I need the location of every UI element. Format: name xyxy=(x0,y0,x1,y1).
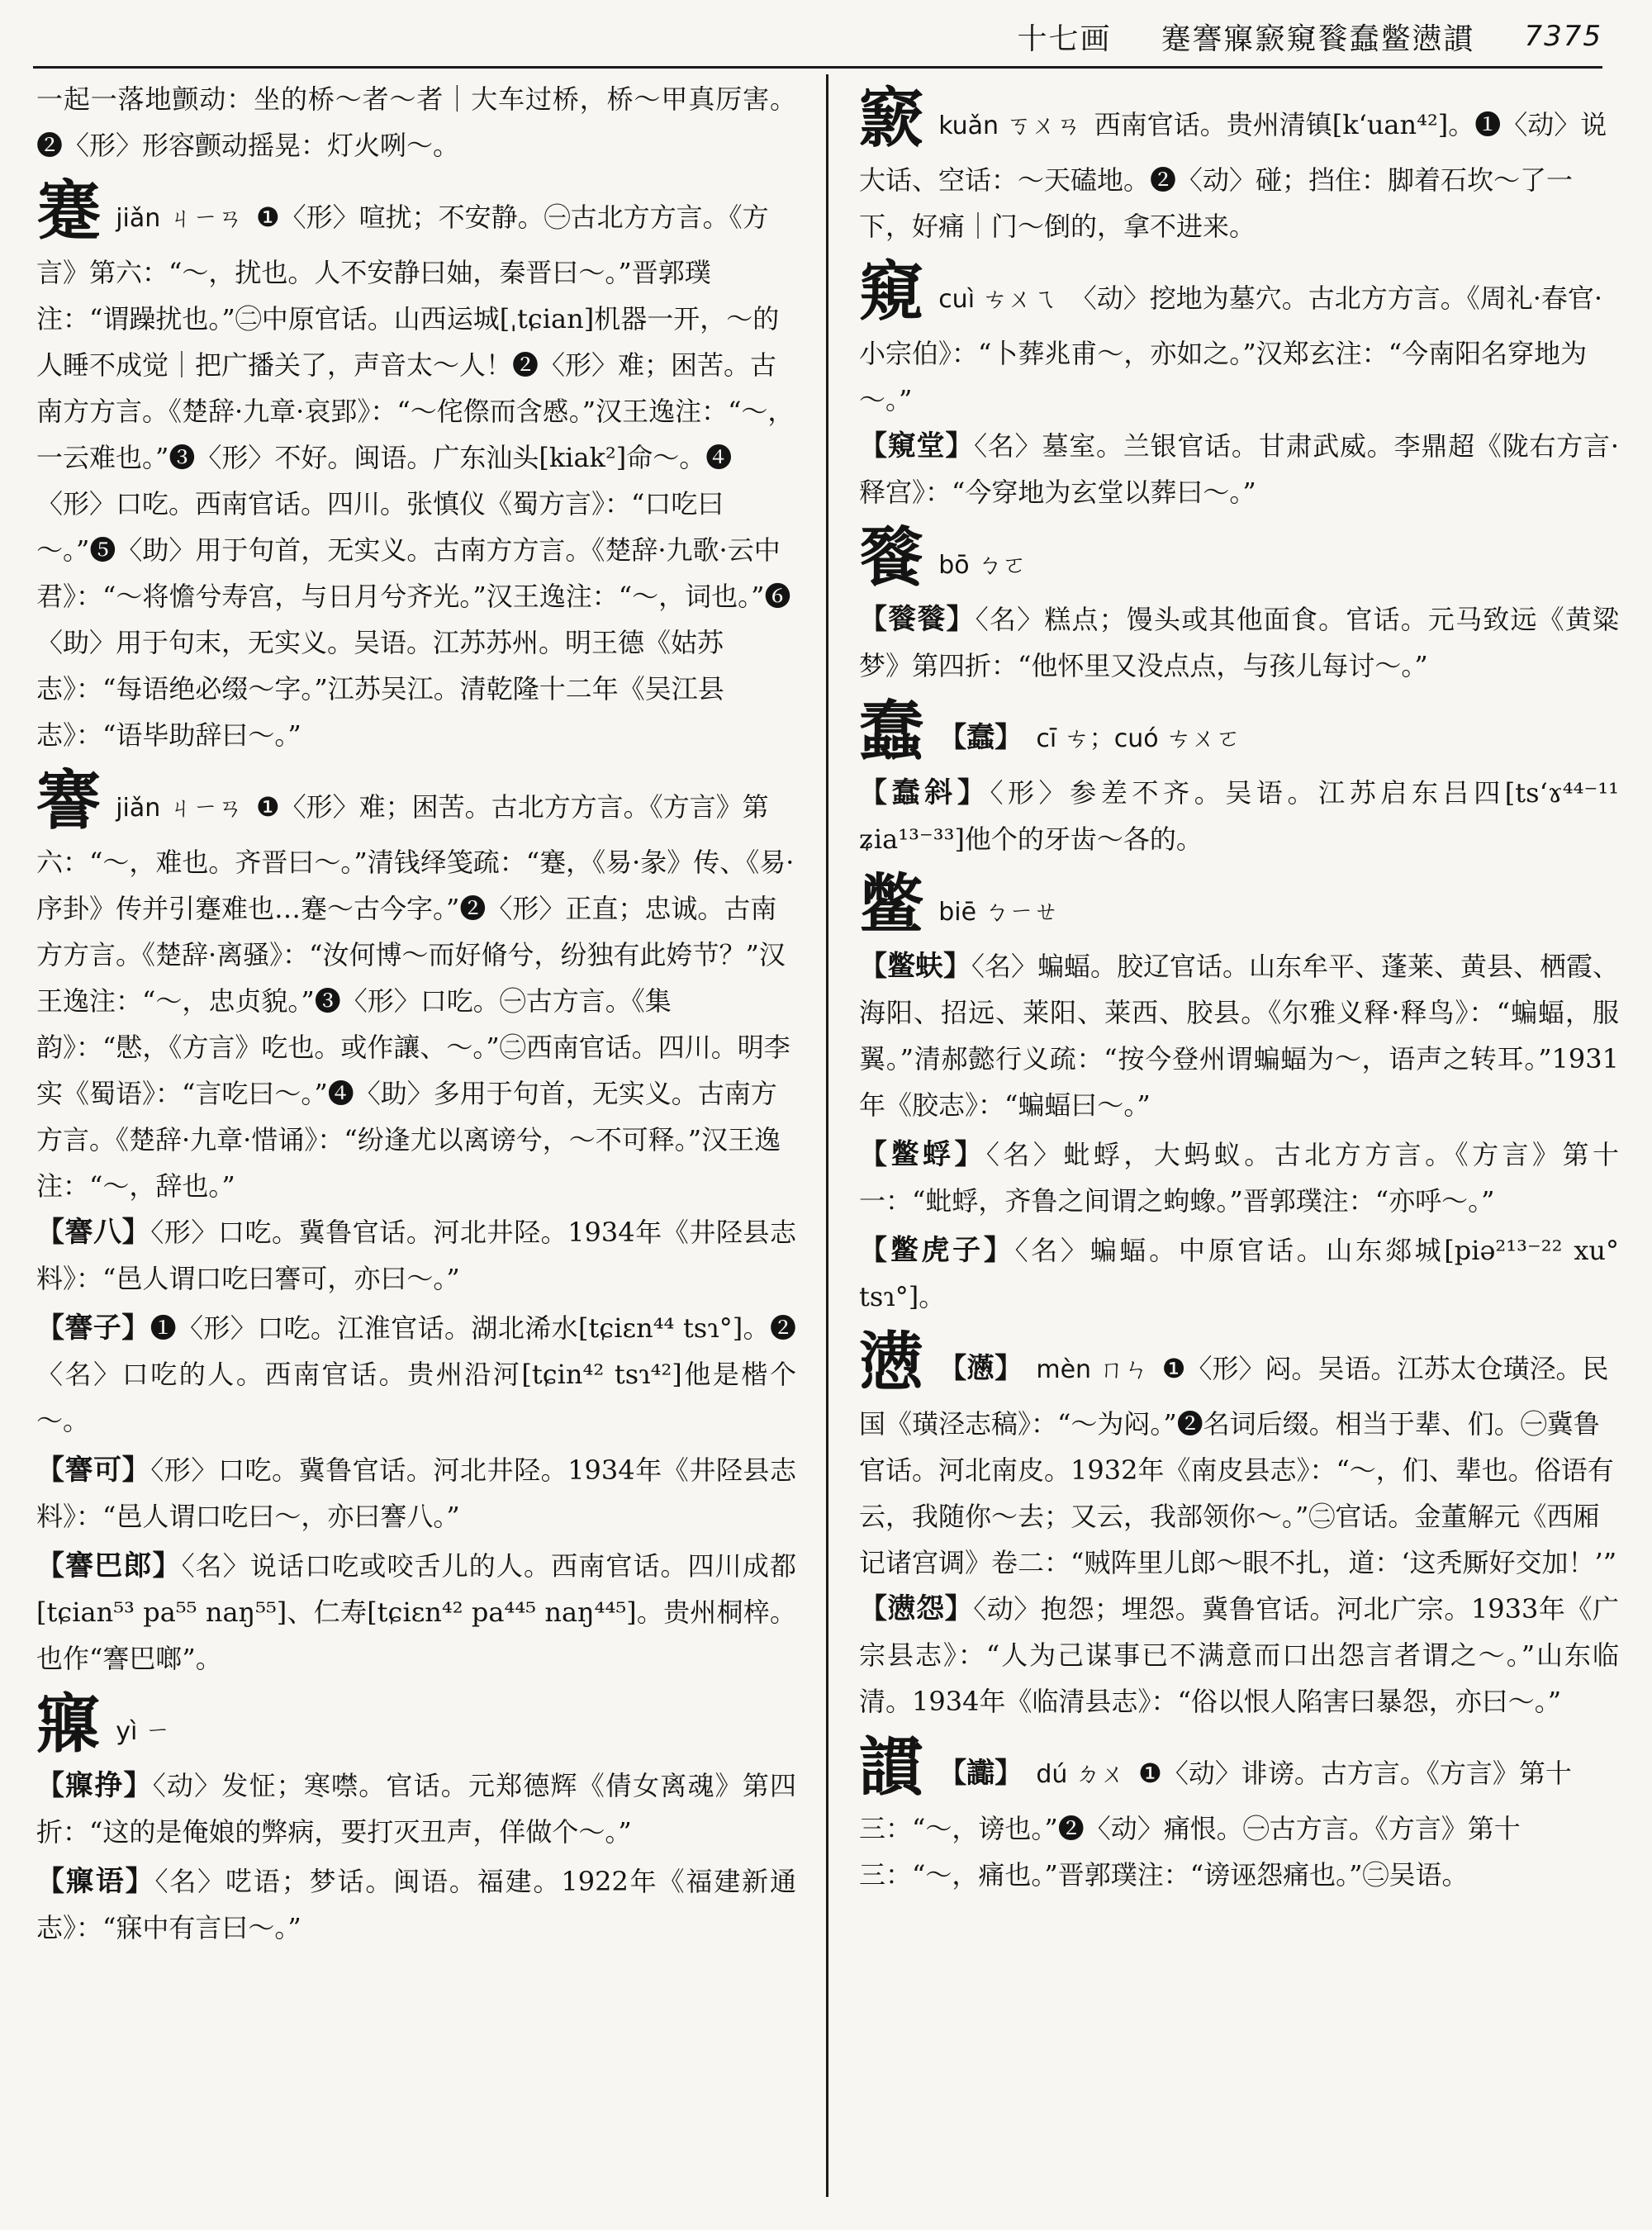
headword: 蠢 xyxy=(859,694,924,769)
headword: 謇 xyxy=(36,763,102,838)
entry-cui xyxy=(859,254,1619,423)
headword: 寱 xyxy=(36,1687,102,1762)
sub-entry xyxy=(859,943,1619,1128)
right-column xyxy=(859,76,1619,1898)
variant-form: 【蠢】 xyxy=(938,721,1023,754)
entry-kuan xyxy=(859,81,1619,249)
pronunciation: kuǎn ㄎㄨㄢ xyxy=(938,112,1081,140)
entry-bo xyxy=(859,520,1619,596)
sub-entry xyxy=(859,1132,1619,1224)
headword: 蹇 xyxy=(36,173,102,249)
sub-entry-text: 〈名〉呓语；梦话。闽语。福建。1922年《福建新通志》：“寐中有言曰～。” xyxy=(36,1866,796,1943)
column-divider xyxy=(826,74,828,2197)
sub-entry-text: 〈名〉蝙蝠。胶辽官话。山东牟平、蓬莱、黄县、栖霞、海阳、招远、莱阳、莱西、胶县。《尔雅义释·释鸟》：“蝙蝠，服翼。”清郝懿行义疏：“按今登州谓蝙蝠为～，语声之转耳。”1931年《胶志》：“蝙蝠曰～。” xyxy=(859,951,1620,1121)
definition-text: ❶〈形〉喧扰；不安静。㊀古北方方言。《方言》第六：“～，扰也。人不安静曰妯，秦晋曰～。”晋郭璞注：“谓躁扰也。”㊁中原官话。山西运城[ˌtɕian]机器一开，～的人睡不成觉｜把广播关了，声音太～人！❷〈形〉难；困苦。古南方方言。《楚辞·九章·哀郢》：“～侘傺而含慼。”汉王逸注：“～，一云难也。”❸〈形〉不好。闽语。广东汕头[kiak²]命～。❹〈形〉口吃。西南官话。四川。张慎仪《蜀方言》：“口吃曰～。”❺〈助〉用于句首，无实义。古南方方言。《楚辞·九歌·云中君》：“～将憺兮寿宫，与日月兮齐光。”汉王逸注：“～，词也。”❻〈助〉用于句末，无实义。吴语。江苏苏州。明王德《姑苏志》：“每语绝必缀～字。”江苏吴江。清乾隆十二年《吴江县志》：“语毕助辞曰～。” xyxy=(36,202,795,751)
sub-entry-text: 〈名〉蝙蝠。中原官话。山东郯城[piə²¹³⁻²² xu° tsɿ°]。 xyxy=(859,1235,1619,1312)
sub-entry-text: 〈形〉口吃。冀鲁官话。河北井陉。1934年《井陉县志料》：“邑人谓口吃曰謇可，亦曰～。” xyxy=(36,1217,796,1294)
continued-entry-text: 一起一落地颤动：坐的桥～者～者｜大车过桥，桥～甲真厉害。❷〈形〉形容颤动摇晃：灯火咧～。 xyxy=(36,83,796,161)
sub-entry xyxy=(36,1763,796,1855)
sub-entry-head: 【謇可】 xyxy=(36,1454,151,1487)
sub-entry-text: 〈形〉参差不齐。吴语。江苏启东吕四[tsʻɤ⁴⁴⁻¹¹ ʑia¹³⁻³³]他个的牙齿～各的。 xyxy=(859,777,1619,855)
sub-entry xyxy=(859,770,1619,862)
sub-entry xyxy=(36,1543,796,1682)
sub-entry xyxy=(36,1209,796,1302)
sub-entry-head: 【謇巴郎】 xyxy=(36,1549,182,1582)
sub-entry-head: 【寱挣】 xyxy=(36,1769,153,1802)
definition-text: 西南官话。贵州清镇[kʻuan⁴²]。❶〈动〉说大话、空话：～天磕地。❷〈动〉碰；挡住：脚着石坎～了一下，好痛｜门～倒的，拿不进来。 xyxy=(859,109,1607,242)
sub-entry xyxy=(36,1447,796,1540)
sub-entry xyxy=(36,1305,796,1444)
page-header xyxy=(950,12,1602,61)
sub-entry-head: 【窺堂】 xyxy=(859,429,975,463)
page-number: 7375 xyxy=(1524,20,1602,53)
sub-entry-head: 【謇八】 xyxy=(36,1216,151,1249)
sub-entry xyxy=(859,423,1619,515)
pronunciation: cuì ㄘㄨㄟ xyxy=(938,285,1057,314)
pronunciation: mèn ㄇㄣ xyxy=(1036,1355,1149,1384)
headword: 窺 xyxy=(859,254,924,330)
pronunciation: dú ㄉㄨ xyxy=(1036,1760,1125,1789)
sub-entry-text: 〈名〉墓室。兰银官话。甘肃武威。李鼎超《陇右方言·释宫》：“今穿地为玄堂以葬曰～。” xyxy=(859,430,1619,508)
sub-entry-text: 〈形〉口吃。冀鲁官话。河北井陉。1934年《井陉县志料》：“邑人谓口吃曰～，亦曰謇八。” xyxy=(36,1454,796,1532)
variant-form: 【懣】 xyxy=(938,1352,1023,1385)
left-column xyxy=(36,76,796,1954)
entry-yi xyxy=(36,1687,796,1763)
chapter-label: 十七画 xyxy=(1017,21,1112,56)
definition-text: ❶〈形〉难；困苦。古北方方言。《方言》第六：“～，难也。齐晋曰～。”清钱绎笺疏：“蹇，《易·彖》传、《易·序卦》传并引蹇难也…蹇～古今字。”❷〈形〉正直；忠诚。古南方方言。《楚辞·离骚》：“汝何博～而好脩兮，纷独有此姱节？”汉王逸注：“～，忠贞貌。”❸〈形〉口吃。㊀古方言。《集韵》：“㦔，《方言》吃也。或作讓、～。”㊁西南官话。四川。明李实《蜀语》：“言吃曰～。”❹〈助〉多用于句首，无实义。古南方方言。《楚辞·九章·惜诵》：“纷逢尤以离谤兮，～不可释。”汉王逸注：“～，辞也。” xyxy=(36,791,795,1202)
sub-entry-text: 〈名〉糕点；馒头或其他面食。官话。元马致远《黄粱梦》第四折：“他怀里又没点点，与孩儿每讨～。” xyxy=(859,604,1619,681)
entry-jian-1 xyxy=(36,173,796,758)
sub-entry-head: 【蠢斜】 xyxy=(859,776,990,809)
headword: 餮 xyxy=(859,520,924,595)
sub-entry-text: 〈动〉抱怨；埋怨。冀鲁官话。河北广宗。1933年《广宗县志》：“人为己谋事已不满意而口出怨言者谓之～。”山东临清。1934年《临清县志》：“俗以恨人陷害曰暴怨，亦曰～。” xyxy=(859,1593,1619,1717)
definition-text: 〈动〉挖地为墓穴。古北方方言。《周礼·春官·小宗伯》：“卜葬兆甫～，亦如之。”汉郑玄注：“今南阳名穿地为～。” xyxy=(859,282,1603,415)
entry-men xyxy=(859,1325,1619,1586)
headword: 鳖 xyxy=(859,867,924,942)
pronunciation: yì ㄧ xyxy=(116,1717,170,1746)
sub-entry-head: 【謇子】 xyxy=(36,1312,150,1345)
sub-entry-text: 〈名〉蚍蜉，大蚂蚁。古北方方言。《方言》第十一：“蚍蜉，齐鲁之间谓之蚼蟓。”晋郭璞注：“亦呼～。” xyxy=(859,1139,1619,1217)
sub-entry-text: 〈动〉发怔；寒噤。官话。元郑德辉《倩女离魂》第四折：“这的是俺娘的弊病，要打灭丑声，佯做个～。” xyxy=(36,1770,796,1848)
definition-text: ❶〈动〉诽谤。古方言。《方言》第十三：“～，谤也。”❷〈动〉痛恨。㊀古方言。《方言》第十三：“～，痛也。”晋郭璞注：“谤诬怨痛也。”㊁吴语。 xyxy=(859,1758,1572,1891)
sub-entry-text: ❶〈形〉口吃。江淮官话。湖北浠水[tɕiɛn⁴⁴ tsɿ°]。❷〈名〉口吃的人。西南官话。贵州沿河[tɕin⁴² tsɿ⁴²]他是楷个～。 xyxy=(36,1312,796,1436)
entry-jian-2 xyxy=(36,763,796,1209)
entry-bie xyxy=(859,867,1619,943)
pronunciation: jiǎn ㄐㄧㄢ xyxy=(116,204,243,233)
sub-entry xyxy=(859,596,1619,689)
definition-text: ❶〈形〉闷。吴语。江苏太仓璜泾。民国《璜泾志稿》：“～为闷。”❷名词后缀。相当于辈、们。㊀冀鲁官话。河北南皮。1932年《南皮县志》：“～，们、辈也。俗语有云，我随你～去；又云，我部领你～。”㊁官话。金董解元《西厢记诸宫调》卷二：“贼阵里儿郎～眼不扎，道：‘这秃厮好交加！’” xyxy=(859,1353,1617,1578)
sub-entry-head: 【懑怨】 xyxy=(859,1592,974,1625)
pronunciation: jiǎn ㄐㄧㄢ xyxy=(116,794,243,823)
headword: 窾 xyxy=(859,81,924,156)
headword: 謴 xyxy=(859,1729,924,1805)
pronunciation: biē ㄅㄧㄝ xyxy=(938,898,1059,927)
sub-entry-head: 【餮餮】 xyxy=(859,603,976,636)
sub-entry xyxy=(36,1858,796,1951)
entry-du xyxy=(859,1729,1619,1898)
sub-entry-head: 【鳖虎子】 xyxy=(859,1234,1015,1267)
headword: 懑 xyxy=(859,1325,924,1400)
variant-form: 【讟】 xyxy=(938,1757,1023,1790)
sub-entry-head: 【寱语】 xyxy=(36,1865,155,1898)
entry-ci xyxy=(859,694,1619,770)
header-characters: 蹇謇寱窾窺餮蠢鳖懑謴 xyxy=(1161,21,1475,56)
sub-entry-head: 【鳖蚨】 xyxy=(859,950,971,983)
sub-entry xyxy=(859,1227,1619,1320)
sub-entry-text: 〈名〉说话口吃或咬舌儿的人。西南官话。四川成都[tɕian⁵³ pa⁵⁵ naŋ⁵⁵]、仁寿[tɕiɛn⁴² pa⁴⁴⁵ naŋ⁴⁴⁵]。贵州桐梓。也作“謇巴啷”。 xyxy=(36,1550,796,1674)
sub-entry xyxy=(859,1586,1619,1725)
pronunciation: cī ㄘ；cuó ㄘㄨㄛ xyxy=(1036,724,1241,753)
pronunciation: bō ㄅㄛ xyxy=(938,551,1028,580)
sub-entry-head: 【鳖蜉】 xyxy=(859,1138,986,1171)
header-rule xyxy=(33,66,1602,69)
